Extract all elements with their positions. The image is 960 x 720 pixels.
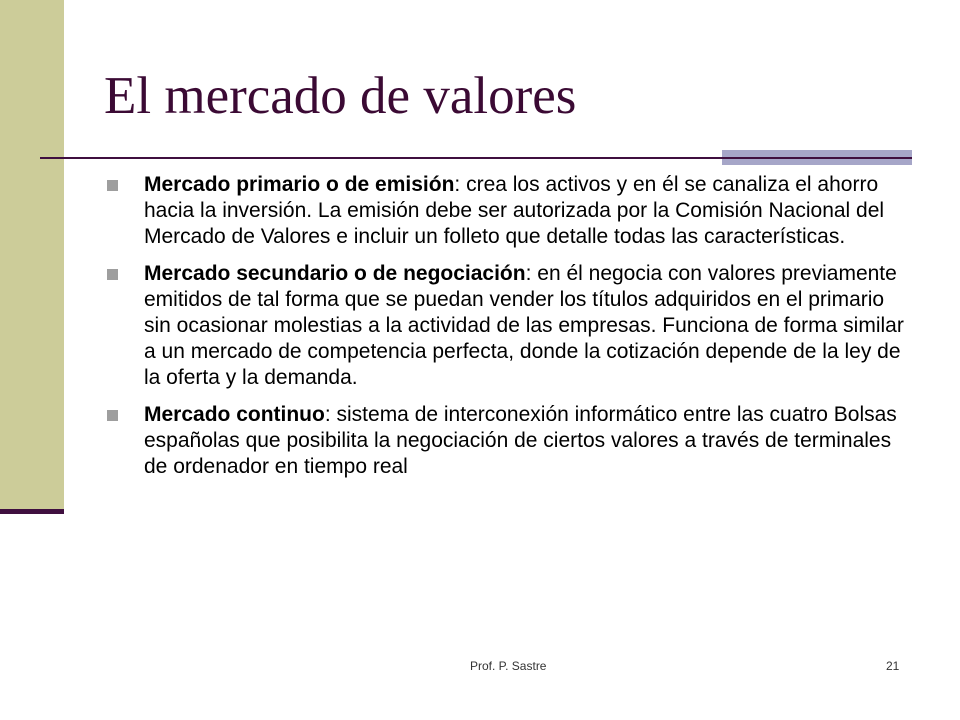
bullet-text: : sistema de interconexión informático entre las cuatro Bolsas españolas que posibilita la negociación de ciertos valores a través de terminales de ordenador en tiempo real	[144, 403, 897, 478]
bullet-term: Mercado primario o de emisión	[144, 173, 455, 196]
title-accent-stripes	[722, 150, 912, 165]
square-bullet-icon	[107, 180, 118, 191]
slide-title: El mercado de valores	[104, 67, 577, 125]
footer-author: Prof. P. Sastre	[470, 659, 547, 673]
footer-page-number: 21	[886, 659, 900, 673]
accent-stripe-top	[722, 150, 912, 157]
side-decoration-bar	[0, 0, 64, 512]
bullet-item-continuous-market	[104, 402, 904, 480]
bullet-item-primary-market	[104, 172, 904, 250]
square-bullet-icon	[107, 410, 118, 421]
bullet-term: Mercado secundario o de negociación	[144, 262, 526, 285]
bullet-text: : en él negocia con valores previamente emitidos de tal forma que se puedan vender los títulos adquiridos en el primario sin ocasionar molestias a la actividad de las empresas. Funciona de forma similar a un mercado de competencia perfecta, donde la cotización depende de la ley de la oferta y la demanda.	[144, 262, 904, 389]
accent-stripe-bottom	[722, 159, 912, 165]
bullet-text: : crea los activos y en él se canaliza el ahorro hacia la inversión. La emisión debe ser autorizada por la Comisión Nacional del Mercado de Valores e incluir un folleto que detalle todas las características.	[144, 173, 885, 248]
side-decoration-line	[0, 509, 64, 514]
square-bullet-icon	[107, 269, 118, 280]
bullet-term: Mercado continuo	[144, 403, 325, 426]
bullet-item-secondary-market	[104, 261, 904, 391]
bullet-list	[104, 172, 904, 491]
